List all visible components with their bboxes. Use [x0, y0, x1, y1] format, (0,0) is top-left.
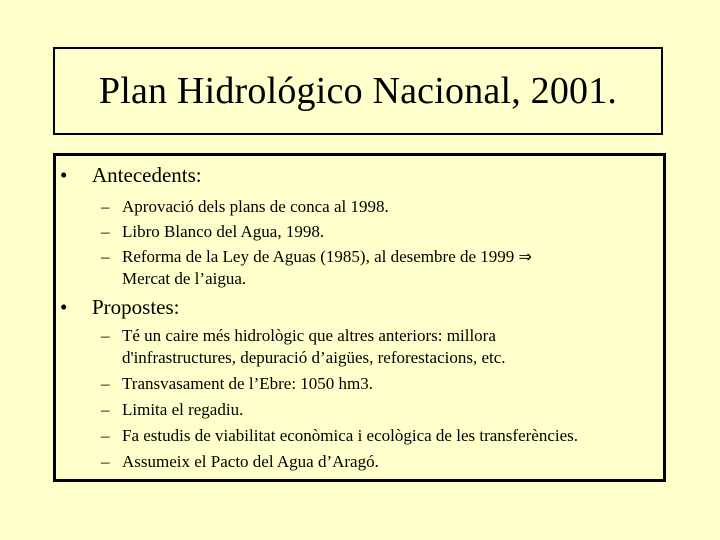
dash-icon: – [101, 326, 110, 345]
item-text: Fa estudis de viabilitat econòmica i ecològica de les transferències. [122, 426, 578, 445]
item-text [122, 246, 532, 268]
dash-icon: – [101, 426, 110, 445]
title-box [53, 47, 663, 135]
bullet-icon: • [60, 163, 68, 187]
section-heading: Propostes: [92, 295, 180, 319]
dash-icon: – [101, 374, 110, 393]
section-heading: Antecedents: [92, 163, 202, 187]
dash-icon: – [101, 197, 110, 216]
item-text-line: Reforma de la Ley de Aguas (1985), al desembre de 1999 [122, 247, 515, 266]
item-text-line: Mercat de l’aigua. [122, 269, 247, 288]
item-text: Limita el regadiu. [122, 400, 244, 419]
item-text: Aprovació dels plans de conca al 1998. [122, 197, 389, 216]
content-box [53, 153, 666, 482]
item-text: Assumeix el Pacto del Agua d’Aragó. [122, 452, 379, 471]
bullet-propostes [60, 294, 180, 320]
item-text: Transvasament de l’Ebre: 1050 hm3. [122, 374, 374, 393]
item-text: Libro Blanco del Agua, 1998. [122, 222, 325, 241]
item-text-line: d'infrastructures, depuració d’aigües, reforestacions, etc. [122, 348, 506, 367]
bullet-antecedents [60, 162, 202, 188]
right-double-arrow-icon: ⇒ [518, 247, 532, 266]
dash-icon: – [101, 452, 110, 471]
dash-icon: – [101, 222, 110, 241]
slide-title: Plan Hidrológico Nacional, 2001. [98, 70, 618, 112]
dash-icon: – [101, 400, 110, 419]
item-text-line: Té un caire més hidrològic que altres anteriors: millora [122, 326, 496, 345]
dash-icon: – [101, 247, 110, 266]
bullet-icon: • [60, 295, 68, 319]
